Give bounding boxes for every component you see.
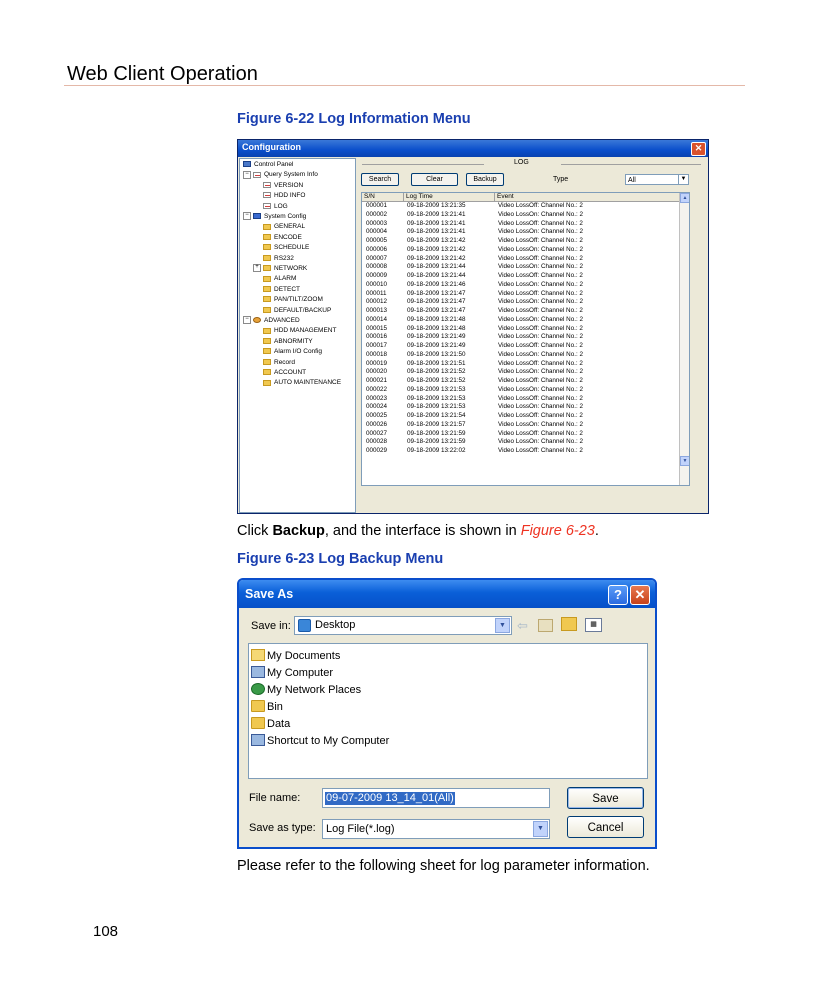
tree-item-label: LOG — [274, 202, 288, 210]
text: . — [594, 523, 599, 539]
table-cell: 09-18-2009 13:21:48 — [407, 315, 466, 323]
table-row[interactable] — [362, 386, 680, 395]
tree-item-label: PAN/TILT/ZOOM — [274, 296, 323, 304]
table-cell: 000007 — [366, 254, 388, 262]
table-row[interactable] — [362, 298, 680, 307]
table-cell: Video LossOff: Channel No.: 2 — [498, 342, 583, 349]
chevron-down-icon[interactable]: ▼ — [678, 175, 688, 184]
expand-icon[interactable]: + — [253, 264, 261, 272]
list-item-label: My Network Places — [267, 684, 362, 696]
table-row[interactable] — [362, 255, 680, 264]
table-row[interactable] — [362, 412, 680, 421]
tree-item[interactable] — [263, 326, 336, 336]
save-as-type-select[interactable] — [322, 819, 550, 839]
tree-item[interactable] — [263, 233, 302, 243]
table-cell: 000021 — [366, 377, 388, 384]
table-cell: Video LossOn: Channel No.: 2 — [498, 245, 583, 253]
table-cell: 000028 — [366, 438, 388, 446]
tree-item-label: Record — [274, 358, 295, 366]
tree-item-label: VERSION — [274, 181, 304, 189]
table-cell: 09-18-2009 13:21:59 — [407, 429, 466, 437]
table-cell: 000001 — [366, 202, 388, 209]
table-cell: 09-18-2009 13:21:52 — [407, 368, 466, 376]
tree-item[interactable] — [263, 285, 300, 295]
save-as-type-label: Save as type: — [249, 822, 316, 834]
tree-item-label: ADVANCED — [264, 317, 300, 324]
table-cell: 09-18-2009 13:21:53 — [407, 394, 466, 402]
title-bar — [238, 140, 708, 157]
tree-item-label: SCHEDULE — [274, 244, 310, 252]
section-divider — [64, 85, 745, 86]
table-cell: Video LossOff: Channel No.: 2 — [498, 219, 583, 227]
table-row[interactable] — [362, 202, 680, 211]
backup-button[interactable]: Backup — [466, 173, 504, 186]
table-row[interactable] — [362, 368, 680, 377]
collapse-icon[interactable]: − — [243, 171, 251, 179]
vertical-scrollbar[interactable] — [679, 193, 690, 485]
table-row[interactable] — [362, 351, 680, 360]
table-row[interactable] — [362, 325, 680, 334]
folder-icon — [263, 296, 271, 302]
tree-item[interactable] — [263, 202, 288, 212]
list-item-label: Data — [267, 718, 291, 730]
table-cell: 000006 — [366, 245, 388, 253]
table-cell: 09-18-2009 13:21:53 — [407, 403, 466, 411]
table-row[interactable] — [362, 421, 680, 430]
desktop-icon — [298, 619, 311, 632]
collapse-icon[interactable]: − — [243, 316, 251, 324]
monitor-icon — [243, 161, 251, 167]
doc-icon — [263, 192, 271, 198]
tree-item[interactable] — [263, 254, 294, 264]
gear-icon — [253, 317, 261, 323]
figure-reference-link[interactable]: Figure 6-23 — [520, 523, 595, 539]
new-folder-icon[interactable] — [561, 617, 577, 631]
table-cell: Video LossOff: Channel No.: 2 — [498, 272, 583, 279]
table-row[interactable] — [362, 237, 680, 246]
table-cell: 09-18-2009 13:21:49 — [407, 333, 466, 341]
shortcut-icon — [251, 734, 265, 746]
tree-item[interactable] — [263, 378, 341, 388]
page-number: 108 — [93, 923, 119, 940]
doc-icon — [263, 182, 271, 188]
table-cell: 000016 — [366, 333, 388, 341]
column-header[interactable]: Log Time — [404, 193, 495, 201]
figure-caption: Figure 6-23 Log Backup Menu — [237, 551, 444, 567]
table-cell: 000025 — [366, 412, 388, 419]
folder-icon — [263, 359, 271, 365]
table-row[interactable] — [362, 430, 680, 439]
folder-icon — [251, 700, 265, 712]
tree-item[interactable] — [253, 264, 307, 274]
save-in-value: Desktop — [315, 619, 356, 631]
table-cell: Video LossOn: Channel No.: 2 — [498, 368, 583, 376]
tree-item[interactable] — [263, 358, 295, 368]
tree-item[interactable] — [243, 316, 300, 326]
list-item[interactable] — [251, 682, 361, 698]
list-item-label: My Documents — [267, 650, 341, 662]
table-cell: Video LossOn: Channel No.: 2 — [498, 280, 583, 288]
scroll-down-icon[interactable]: ▼ — [680, 456, 690, 466]
tree-item[interactable] — [263, 368, 306, 378]
table-row[interactable] — [362, 447, 680, 456]
type-label: Type — [553, 176, 569, 183]
table-cell: 09-18-2009 13:21:47 — [407, 289, 466, 297]
list-item[interactable] — [251, 648, 340, 664]
help-icon[interactable]: ? — [608, 585, 628, 605]
table-row[interactable] — [362, 272, 680, 281]
folder-icon — [263, 255, 271, 261]
back-arrow-icon[interactable]: ⇦ — [517, 618, 528, 633]
tree-item[interactable] — [243, 170, 318, 180]
folder-icon — [251, 717, 265, 729]
folder-icon — [263, 244, 271, 250]
file-list — [248, 643, 648, 779]
tree-item-label: System Config — [264, 213, 307, 220]
table-cell: Video LossOn: Channel No.: 2 — [498, 228, 583, 236]
tree-item[interactable] — [263, 243, 309, 253]
table-cell: 09-18-2009 13:21:41 — [407, 219, 466, 227]
tree-item[interactable] — [263, 306, 331, 316]
folder-icon — [263, 338, 271, 344]
type-select[interactable] — [625, 174, 689, 185]
file-name-value: 09-07-2009 13_14_01(All) — [326, 792, 454, 804]
table-cell: Video LossOff: Channel No.: 2 — [498, 254, 583, 262]
chevron-down-icon[interactable]: ▼ — [533, 821, 548, 837]
table-cell: Video LossOn: Channel No.: 2 — [498, 420, 583, 428]
close-icon[interactable]: ✕ — [630, 585, 650, 605]
table-cell: Video LossOn: Channel No.: 2 — [498, 263, 583, 271]
table-cell: 09-18-2009 13:22:02 — [407, 447, 466, 454]
table-row[interactable] — [362, 403, 680, 412]
table-cell: 000018 — [366, 350, 388, 358]
folder-icon — [263, 380, 271, 386]
tree-item[interactable] — [263, 274, 296, 284]
table-cell: 09-18-2009 13:21:59 — [407, 438, 466, 446]
table-cell: 09-18-2009 13:21:44 — [407, 272, 466, 279]
log-panel — [359, 158, 707, 513]
table-cell: Video LossOn: Channel No.: 2 — [498, 385, 583, 393]
search-button[interactable]: Search — [361, 173, 399, 186]
folder-icon — [263, 234, 271, 240]
table-cell: 09-18-2009 13:21:47 — [407, 307, 466, 314]
folder-icon — [263, 348, 271, 354]
table-cell: 000005 — [366, 237, 388, 244]
close-icon[interactable]: ✕ — [691, 142, 706, 156]
table-cell: 000014 — [366, 315, 388, 323]
list-item-label: My Computer — [267, 667, 334, 679]
table-cell: Video LossOff: Channel No.: 2 — [498, 412, 583, 419]
tree-item-label: RS232 — [274, 254, 294, 262]
table-row[interactable] — [362, 281, 680, 290]
table-cell: 000003 — [366, 219, 388, 227]
table-cell: 000015 — [366, 324, 388, 332]
table-cell: 000008 — [366, 263, 388, 271]
window-title: Configuration — [242, 142, 301, 152]
figure-caption: Figure 6-22 Log Information Menu — [237, 111, 471, 127]
table-row[interactable] — [362, 360, 680, 369]
tree-item-label: Control Panel — [254, 161, 294, 168]
list-item[interactable] — [251, 665, 333, 681]
table-cell: Video LossOn: Channel No.: 2 — [498, 438, 583, 446]
tree-item-label: AUTO MAINTENANCE — [274, 379, 342, 387]
table-cell: 000011 — [366, 289, 387, 297]
folder-icon — [263, 328, 271, 334]
save-as-type-value: Log File(*.log) — [326, 823, 395, 835]
table-cell: 000004 — [366, 228, 388, 236]
info-icon — [253, 213, 261, 219]
table-row[interactable] — [362, 290, 680, 299]
window-title: Save As — [245, 587, 294, 601]
list-item-label: Bin — [267, 701, 283, 713]
tree-item-label: ABNORMITY — [274, 337, 313, 345]
table-row[interactable] — [362, 342, 680, 351]
doc-icon — [263, 203, 271, 209]
table-cell: 09-18-2009 13:21:44 — [407, 263, 466, 271]
table-cell: Video LossOff: Channel No.: 2 — [498, 289, 583, 297]
table-row[interactable] — [362, 220, 680, 229]
tree-item[interactable] — [263, 295, 323, 305]
table-row[interactable] — [362, 395, 680, 404]
text: Click — [237, 523, 273, 539]
views-menu-icon[interactable]: ▦ — [585, 618, 602, 632]
clear-button[interactable]: Clear — [411, 173, 458, 186]
my-computer-icon — [251, 666, 265, 678]
tree-item[interactable] — [263, 337, 313, 347]
type-value: All — [628, 177, 636, 184]
tree-item-label: ENCODE — [274, 233, 302, 241]
folder-icon — [263, 276, 271, 282]
file-name-input[interactable] — [322, 788, 550, 808]
table-cell: Video LossOn: Channel No.: 2 — [498, 350, 583, 358]
cancel-button[interactable]: Cancel — [567, 816, 644, 838]
table-cell: 000019 — [366, 359, 388, 367]
chevron-down-icon[interactable]: ▼ — [495, 618, 510, 633]
table-cell: 09-18-2009 13:21:51 — [407, 359, 466, 367]
log-table — [361, 192, 690, 486]
folder-icon — [263, 307, 271, 313]
list-item[interactable] — [251, 699, 283, 715]
table-cell: 000002 — [366, 210, 388, 218]
tree-item-label: ALARM — [274, 275, 297, 283]
navigation-tree — [239, 158, 356, 513]
table-cell: 09-18-2009 13:21:53 — [407, 385, 466, 393]
section-title: Web Client Operation — [67, 63, 258, 85]
file-name-label: File name: — [249, 792, 301, 804]
list-item[interactable] — [251, 716, 290, 732]
table-cell: 09-18-2009 13:21:57 — [407, 420, 466, 428]
table-cell: 000027 — [366, 429, 388, 437]
table-cell: Video LossOff: Channel No.: 2 — [498, 377, 583, 384]
tree-item-label: GENERAL — [274, 223, 306, 231]
table-cell: 000029 — [366, 447, 388, 454]
table-cell: 09-18-2009 13:21:42 — [407, 237, 466, 244]
table-cell: 000013 — [366, 307, 388, 314]
table-cell: Video LossOff: Channel No.: 2 — [498, 447, 583, 454]
table-cell: 09-18-2009 13:21:48 — [407, 324, 466, 332]
folder-icon — [263, 224, 271, 230]
configuration-window — [237, 139, 709, 514]
network-places-icon — [251, 683, 265, 695]
table-cell: Video LossOn: Channel No.: 2 — [498, 210, 583, 218]
tree-item-label: Query System Info — [264, 171, 318, 179]
tree-item-label: NETWORK — [274, 265, 308, 272]
table-row[interactable] — [362, 307, 680, 316]
table-cell: 09-18-2009 13:21:35 — [407, 202, 466, 209]
column-header[interactable]: S/N — [362, 193, 404, 201]
table-row[interactable] — [362, 228, 680, 237]
table-cell: Video LossOn: Channel No.: 2 — [498, 333, 583, 341]
save-as-dialog — [237, 578, 657, 849]
my-documents-icon — [251, 649, 265, 661]
table-cell: Video LossOff: Channel No.: 2 — [498, 359, 583, 367]
tree-item-label: HDD MANAGEMENT — [274, 327, 337, 335]
tree-item-label: ACCOUNT — [274, 369, 307, 376]
list-item-label: Shortcut to My Computer — [267, 735, 390, 747]
table-row[interactable] — [362, 246, 680, 255]
table-row[interactable] — [362, 316, 680, 325]
tree-item-label: Alarm I/O Config — [274, 348, 323, 356]
group-label: LOG — [514, 159, 529, 166]
tree-item-label: DEFAULT/BACKUP — [274, 306, 332, 314]
table-cell: 09-18-2009 13:21:50 — [407, 350, 466, 358]
table-cell: Video LossOn: Channel No.: 2 — [498, 403, 583, 411]
table-cell: Video LossOff: Channel No.: 2 — [498, 237, 583, 244]
table-cell: 09-18-2009 13:21:47 — [407, 298, 466, 306]
table-header — [362, 193, 680, 202]
collapse-icon[interactable]: − — [243, 212, 251, 220]
save-button[interactable]: Save — [567, 787, 644, 809]
table-cell: Video LossOn: Channel No.: 2 — [498, 298, 583, 306]
table-cell: 000009 — [366, 272, 388, 279]
folder-icon — [263, 286, 271, 292]
table-cell: 09-18-2009 13:21:41 — [407, 228, 466, 236]
table-cell: 09-18-2009 13:21:46 — [407, 280, 466, 288]
reference-paragraph: Please refer to the following sheet for log parameter information. — [237, 858, 650, 874]
table-cell: Video LossOff: Channel No.: 2 — [498, 429, 583, 437]
save-in-label: Save in: — [251, 620, 291, 632]
scroll-up-icon[interactable]: ▲ — [680, 193, 690, 203]
text: , and the interface is shown in — [324, 523, 521, 539]
table-cell: 09-18-2009 13:21:52 — [407, 377, 466, 384]
tree-item-label: DETECT — [274, 285, 300, 293]
table-cell: 09-18-2009 13:21:41 — [407, 210, 466, 218]
table-cell: 000023 — [366, 394, 388, 402]
table-row[interactable] — [362, 438, 680, 447]
save-in-select[interactable] — [294, 616, 512, 635]
tree-item[interactable] — [243, 160, 293, 170]
table-row[interactable] — [362, 211, 680, 220]
tree-item[interactable] — [263, 347, 322, 357]
table-cell: 000012 — [366, 298, 388, 306]
title-bar — [239, 580, 655, 608]
table-row[interactable] — [362, 377, 680, 386]
folder-icon — [263, 369, 271, 375]
tree-item[interactable] — [263, 181, 303, 191]
table-cell: 000022 — [366, 385, 388, 393]
table-cell: 09-18-2009 13:21:49 — [407, 342, 466, 349]
table-cell: 09-18-2009 13:21:42 — [407, 245, 466, 253]
table-cell: Video LossOff: Channel No.: 2 — [498, 324, 583, 332]
group-divider — [362, 164, 484, 165]
table-cell: Video LossOn: Channel No.: 2 — [498, 315, 583, 323]
tree-item[interactable] — [263, 191, 305, 201]
table-cell: 09-18-2009 13:21:54 — [407, 412, 466, 419]
table-cell: 000020 — [366, 368, 388, 376]
doc-icon — [253, 172, 261, 178]
bold-text: Backup — [272, 523, 325, 539]
table-cell: Video LossOff: Channel No.: 2 — [498, 307, 583, 314]
table-cell: 000010 — [366, 280, 388, 288]
table-row[interactable] — [362, 263, 680, 272]
table-cell: 000026 — [366, 420, 388, 428]
table-cell: Video LossOff: Channel No.: 2 — [498, 202, 583, 209]
group-divider — [561, 164, 701, 165]
table-row[interactable] — [362, 333, 680, 342]
folder-icon — [263, 265, 271, 271]
tree-item[interactable] — [263, 222, 305, 232]
tree-item[interactable] — [243, 212, 306, 222]
table-cell: Video LossOff: Channel No.: 2 — [498, 394, 583, 402]
instruction-paragraph — [237, 523, 599, 539]
column-header[interactable]: Event — [497, 193, 514, 200]
table-cell: 000017 — [366, 342, 388, 349]
up-folder-icon[interactable] — [538, 619, 553, 632]
table-cell: 000024 — [366, 403, 388, 411]
table-cell: 09-18-2009 13:21:42 — [407, 254, 466, 262]
tree-item-label: HDD INFO — [274, 192, 306, 200]
list-item[interactable] — [251, 733, 389, 749]
